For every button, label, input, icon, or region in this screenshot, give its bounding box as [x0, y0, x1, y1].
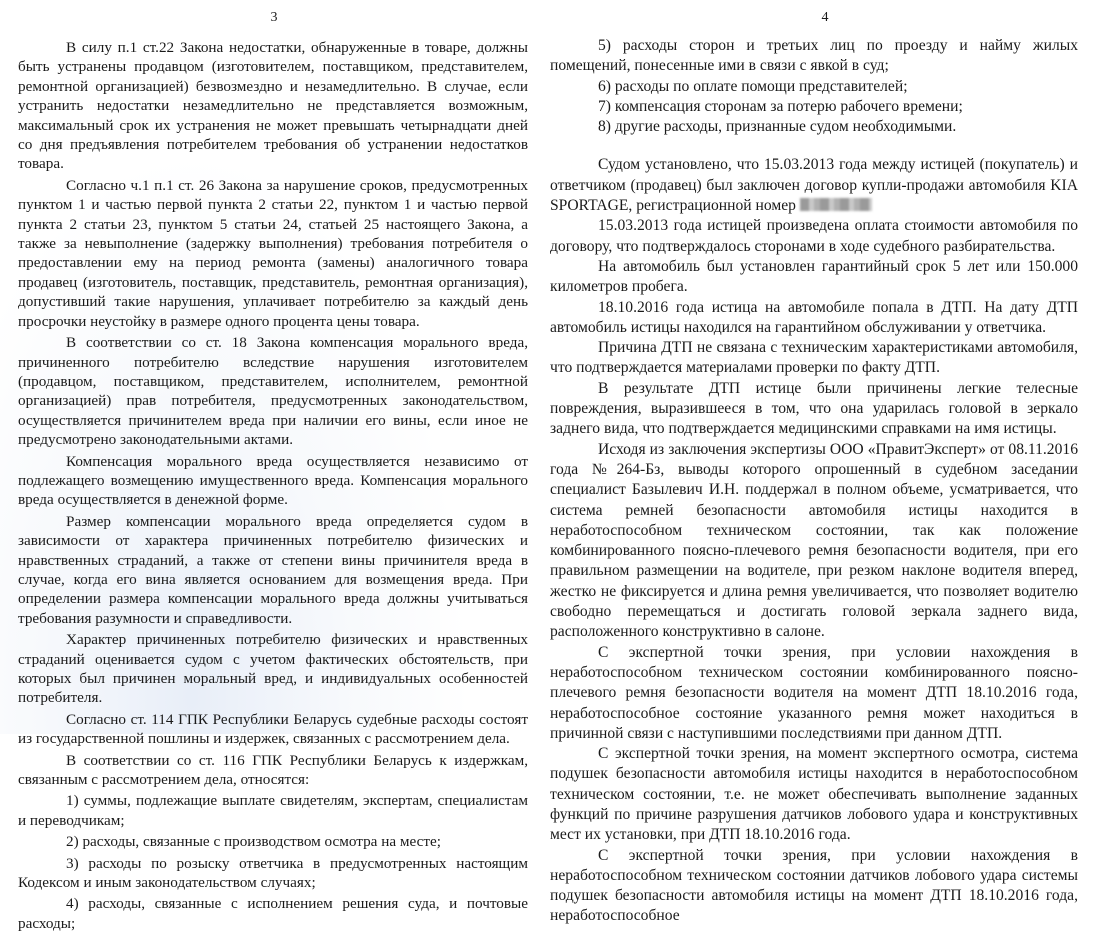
paragraph: Исходя из заключения экспертизы ООО «ПравитЭксперт» от 08.11.2016 года №264-Бз, выводы которого опрошенный в судебном заседании специалист Базылевич И.Н. поддержал в полном объеме, усматривается, что система ремней безопасности автомобиля истицы находится в неработоспособном техническом состоянии, так как положение комбинированного поясно-плечевого ремня безопасности водителя, при его правильном размещении на водителе, при резком наклоне водителя вперед, жестко не фиксируется и длина ремня увеличивается, что позволяет водителю свободно перемещаться и достигать головой зеркала заднего вида, расположенного конструктивно в салоне. [550, 440, 1078, 641]
list-item: 8) другие расходы, признанные судом необходимыми. [598, 118, 957, 136]
right-page-text [550, 26, 1078, 927]
paragraph: Размер компенсации морального вреда определяется судом в зависимости от характера причиненных потребителю физических и нравственных страданий, а также от степени вины причинителя вреда в случае, когда его вина является основанием для возмещения вреда. При определении размера компенсации морального вреда должны учитываться требования разумности и справедливости. [18, 512, 528, 627]
paragraph: 15.03.2013 года истицей произведена оплата стоимости автомобиля по договору, что подтверждалось сторонами в ходе судебного разбирательства. [550, 217, 1078, 255]
left-page [0, 0, 548, 932]
paragraph: В силу п.1 ст.22 Закона недостатки, обнаруженные в товаре, должны быть устранены продавцом (изготовителем, поставщиком, представителем, ремонтной организацией) безвозмездно и незамедлительно. В случае, если устранить недостатки незамедлительно не представляется возможным, максимальный срок их устранения не может превышать четырнадцати дней со дня предъявления потребителем требования об устранении недостатков товара. [18, 39, 528, 173]
page-number: 4 [821, 10, 829, 25]
paragraph: Согласно ст. 114 ГПК Республики Беларусь судебные расходы состоят из государственной пошлины и издержек, связанных с рассмотрением дела. [18, 710, 528, 748]
paragraph: С экспертной точки зрения, при условии нахождения в неработоспособном техническом состоянии датчиков лобового удара системы подушек безопасности автомобиля истицы на момент ДТП 18.10.2016 года, неработоспособное [550, 846, 1078, 925]
paragraph: В соответствии со ст. 18 Закона компенсация морального вреда, причиненного потребителю вследствие нарушения изготовителем (продавцом, поставщиком, представителем, исполнителем, ремонтной организацией) прав потребителя, предусмотренных законодательством, осуществляется причинителем вреда при наличии его вины, если иное не предусмотрено законодательными актами. [18, 334, 528, 449]
list-item: 1) суммы, подлежащие выплате свидетелям, экспертам, специалистам и переводчикам; [18, 792, 528, 829]
page-number: 3 [270, 10, 278, 25]
list-item: 3) расходы по розыску ответчика в предусмотренных настоящим Кодексом и иным законодательством случаях; [18, 854, 528, 892]
paragraph: В соответствии со ст. 116 ГПК Республики Беларусь к издержкам, связанным с рассмотрением дела, относятся: [18, 751, 528, 789]
paragraph [550, 155, 1078, 216]
paragraph: С экспертной точки зрения, на момент экспертного осмотра, система подушек безопасности автомобиля истицы находится в неработоспособном техническом состоянии, т.е. не может обеспечивать выполнение заданных функций по причине разрушения датчиков лобового удара и конструктивных мест их установки, при ДТП 18.10.2016 года. [550, 745, 1078, 844]
list-item: 6) расходы по оплате помощи представителей; [598, 77, 908, 95]
paragraph: На автомобиль был установлен гарантийный срок 5 лет или 150.000 километров пробега. [550, 257, 1078, 296]
list-item: 5) расходы сторон и третьих лиц по проезду и найму жилых помещений, понесенные ими в связи с явкой в суд; [550, 37, 1078, 75]
list-item: 7) компенсация сторонам за потерю рабочего времени; [598, 97, 963, 115]
right-page [550, 0, 1100, 925]
list-item: 2) расходы, связанные с производством осмотра на месте; [66, 833, 441, 851]
redacted-registration-number [800, 198, 872, 211]
paragraph: С экспертной точки зрения, при условии нахождения в неработоспособном техническом состоянии комбинированного поясно-плечевого ремня безопасности водителя на момент ДТП 18.10.2016 года, неработоспособное состояние указанного ремня может находиться в причинной связи с наступившими последствиями при данном ДТП. [550, 643, 1078, 742]
paragraph: Компенсация морального вреда осуществляется независимо от подлежащего возмещению имущественного вреда. Компенсация морального вреда осуществляется в денежной форме. [18, 452, 528, 509]
contract-text: Судом установлено, что 15.03.2013 года между истицей (покупатель) и ответчиком (продавец) был заключен договор купли-продажи автомобиля KIA SPORTAGE, регистрационной номер [550, 156, 1078, 215]
list-item: 4) расходы, связанные с исполнением решения суда, и почтовые расходы; [18, 895, 528, 932]
paragraph: В результате ДТП истице были причинены легкие телесные повреждения, выразившееся в том, что она ударилась головой в зеркало заднего вида, что подтверждается медицинскими справками на имя истицы. [550, 379, 1078, 438]
paragraph: Согласно ч.1 п.1 ст. 26 Закона за нарушение сроков, предусмотренных пунктом 1 и частью первой пункта 2 статьи 22, пунктом 1 и частью первой пункта 2 статьи 23, пунктом 5 статьи 24, статьей 25 настоящего Закона, а также за невыполнение (задержку выполнения) требования потребителя о предоставлении ему на период ремонта (замены) аналогичного товара продавец (изготовитель, поставщик, представитель, ремонтная организация), допустивший такие нарушения, уплачивает потребителю за каждый день просрочки неустойку в размере одного процента цены товара. [18, 176, 528, 330]
paragraph: Характер причиненных потребителю физических и нравственных страданий оценивается судом с учетом фактических обстоятельств, при которых был причинен моральный вред, и индивидуальных особенностей потребителя. [18, 631, 528, 707]
paragraph: 18.10.2016 года истица на автомобиле попала в ДТП. На дату ДТП автомобиль истицы находился на гарантийном обслуживании у ответчика. [550, 298, 1078, 336]
left-page-text [18, 38, 528, 933]
paragraph: Причина ДТП не связана с техническим характеристиками автомобиля, что подтверждается материалами проверки по факту ДТП. [550, 339, 1078, 377]
